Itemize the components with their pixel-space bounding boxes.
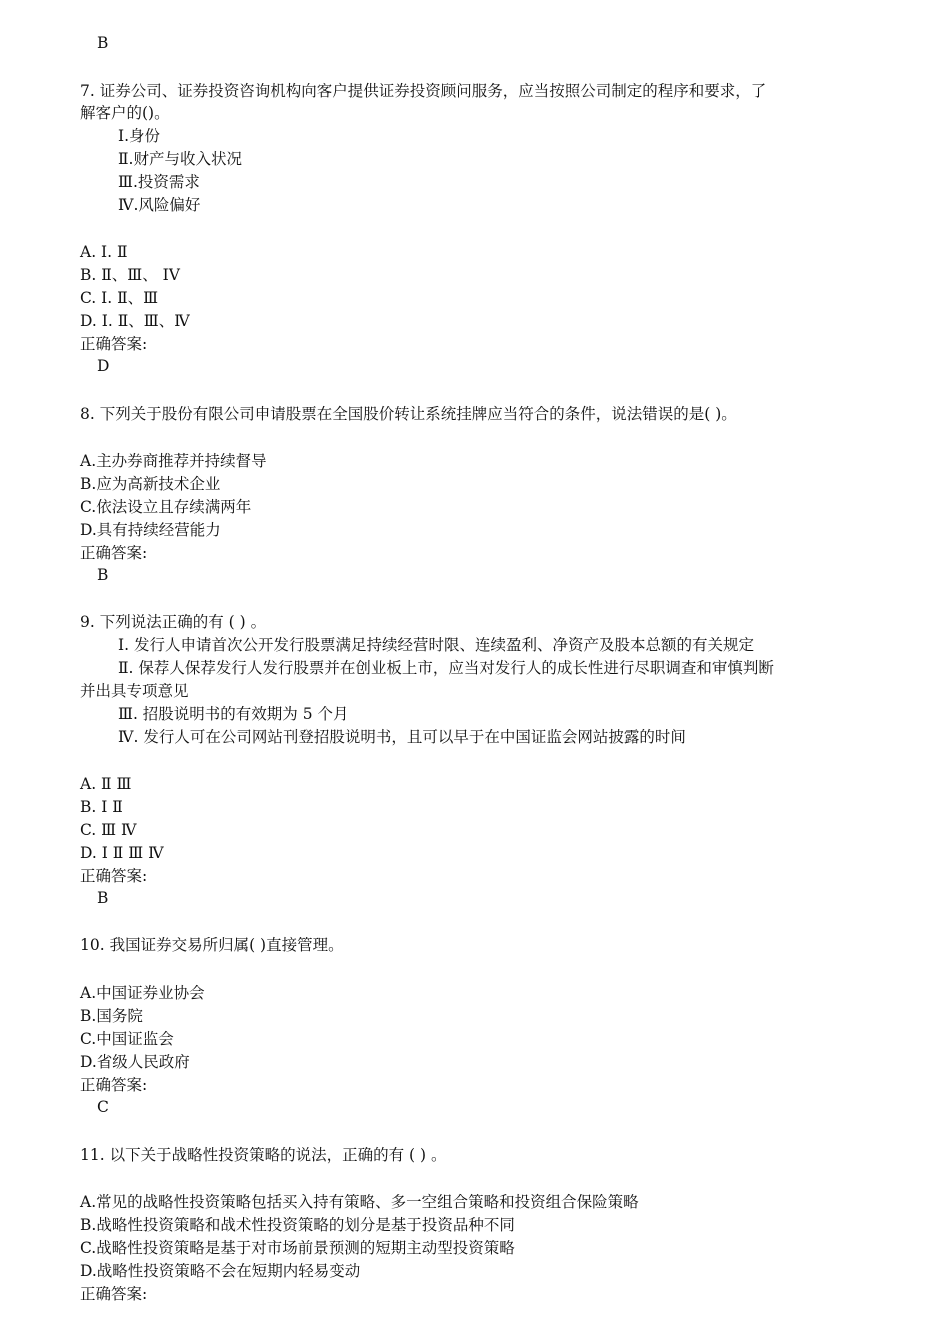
question-7-stem-cont: 解客户的()。 (80, 104, 170, 122)
question-9-stem: 9. 下列说法正确的有 ( ) 。 (80, 613, 267, 631)
question-7-option-d: D. Ⅰ. Ⅱ、Ⅲ、Ⅳ (80, 312, 190, 330)
question-10-option-a: A.中国证券业协会 (80, 984, 205, 1002)
question-7-item: Ⅳ.风险偏好 (118, 196, 201, 214)
question-7-item: Ⅲ.投资需求 (118, 173, 200, 191)
answer-value: B (97, 34, 109, 52)
question-9-option-a: A. Ⅱ Ⅲ (80, 775, 132, 793)
answer-label: 正确答案: (80, 1076, 148, 1094)
question-8-option-d: D.具有持续经营能力 (80, 521, 221, 539)
question-9-item-cont: 并出具专项意见 (80, 682, 189, 700)
question-11-option-a: A.常见的战略性投资策略包括买入持有策略、多一空组合策略和投资组合保险策略 (80, 1193, 639, 1211)
question-7-option-b: B. Ⅱ、Ⅲ、 IV (80, 266, 180, 284)
question-7-stem: 7. 证券公司、证券投资咨询机构向客户提供证券投资顾问服务，应当按照公司制定的程序和要求，了 (80, 82, 767, 100)
question-9-option-b: B. Ⅰ Ⅱ (80, 798, 123, 816)
question-9-item: Ⅳ. 发行人可在公司网站刊登招股说明书，且可以早于在中国证监会网站披露的时间 (118, 728, 686, 746)
question-10-stem: 10. 我国证券交易所归属( )直接管理。 (80, 936, 344, 954)
answer-label: 正确答案: (80, 544, 148, 562)
question-11-option-d: D.战略性投资策略不会在短期内轻易变动 (80, 1262, 361, 1280)
answer-value: C (97, 1098, 109, 1116)
answer-label: 正确答案: (80, 1285, 148, 1303)
question-9-item: Ⅲ. 招股说明书的有效期为 5 个月 (118, 705, 349, 723)
question-9-item: Ⅱ. 保荐人保荐发行人发行股票并在创业板上市，应当对发行人的成长性进行尽职调查和审慎判断 (118, 659, 774, 677)
question-7-item: Ⅰ.身份 (118, 127, 161, 145)
answer-label: 正确答案: (80, 335, 148, 353)
answer-value: D (97, 357, 110, 375)
question-11-stem: 11. 以下关于战略性投资策略的说法，正确的有 ( ) 。 (80, 1146, 447, 1164)
answer-value: B (97, 889, 109, 907)
question-11-option-b: B.战略性投资策略和战术性投资策略的划分是基于投资品种不同 (80, 1216, 515, 1234)
question-9-item: Ⅰ. 发行人申请首次公开发行股票满足持续经营时限、连续盈利、净资产及股本总额的有关规定 (118, 636, 754, 654)
question-7-item: Ⅱ.财产与收入状况 (118, 150, 242, 168)
question-7-option-c: C. Ⅰ. Ⅱ、Ⅲ (80, 289, 159, 307)
question-9-option-d: D. Ⅰ Ⅱ Ⅲ Ⅳ (80, 844, 164, 862)
question-10-option-d: D.省级人民政府 (80, 1053, 190, 1071)
question-8-stem: 8. 下列关于股份有限公司申请股票在全国股价转让系统挂牌应当符合的条件，说法错误的是( )。 (80, 405, 737, 423)
question-10-option-c: C.中国证监会 (80, 1030, 174, 1048)
answer-label: 正确答案: (80, 867, 148, 885)
question-7-option-a: A. Ⅰ. Ⅱ (80, 243, 128, 261)
answer-value: B (97, 566, 109, 584)
question-10-option-b: B.国务院 (80, 1007, 143, 1025)
question-11-option-c: C.战略性投资策略是基于对市场前景预测的短期主动型投资策略 (80, 1239, 515, 1257)
question-9-option-c: C. Ⅲ Ⅳ (80, 821, 137, 839)
question-8-option-c: C.依法设立且存续满两年 (80, 498, 252, 516)
question-8-option-a: A.主办券商推荐并持续督导 (80, 452, 267, 470)
question-8-option-b: B.应为高新技术企业 (80, 475, 221, 493)
